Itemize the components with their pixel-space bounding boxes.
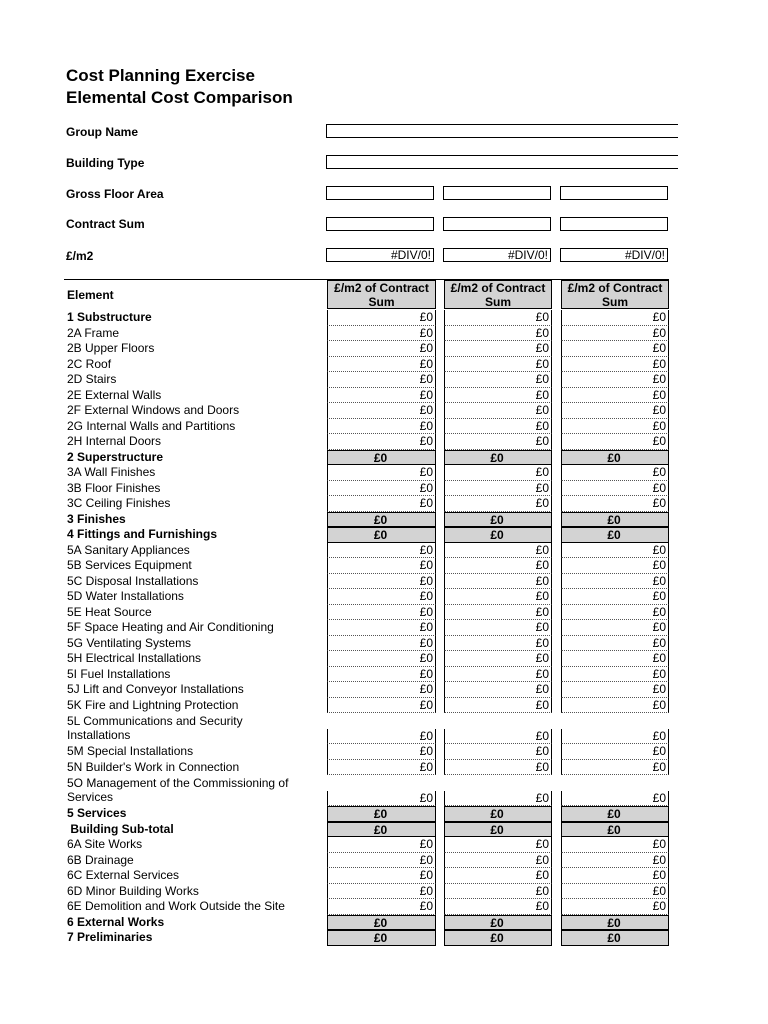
value-cell[interactable]: £0 (444, 465, 552, 481)
value-cell[interactable]: £0 (444, 791, 552, 807)
table-row (65, 682, 669, 698)
value-cell[interactable]: £0 (444, 837, 552, 853)
table-row (65, 434, 669, 450)
title-line-1: Cost Planning Exercise (66, 66, 255, 85)
element-label: 5E Heat Source (67, 604, 152, 619)
subtotal-cell: £0 (327, 527, 436, 543)
value-cell[interactable]: £0 (444, 651, 552, 667)
value-cell[interactable]: £0 (561, 558, 669, 574)
element-label: 5K Fire and Lightning Protection (67, 697, 239, 712)
value-cell[interactable]: £0 (444, 403, 552, 419)
value-cell[interactable]: £0 (561, 620, 669, 636)
table-row (65, 853, 669, 869)
value-cell[interactable]: £0 (444, 636, 552, 652)
table-row (65, 341, 669, 357)
value-cell[interactable]: £0 (561, 791, 669, 807)
subtotal-cell: £0 (444, 450, 552, 466)
per-m2-value-3: #DIV/0! (560, 248, 668, 262)
column-header-2: £/m2 of Contract Sum (444, 280, 552, 309)
element-label: 6 External Works (67, 914, 165, 929)
element-label: 3C Ceiling Finishes (67, 496, 171, 510)
element-label: 6E Demolition and Work Outside the Site (67, 899, 285, 913)
value-cell[interactable]: £0 (327, 884, 436, 900)
table-row (65, 822, 669, 838)
table-row (65, 620, 669, 636)
element-label: 5F Space Heating and Air Conditioning (67, 620, 274, 634)
value-cell[interactable]: £0 (561, 543, 669, 559)
table-row (65, 868, 669, 884)
table-row (65, 403, 669, 419)
table-row (65, 837, 669, 853)
value-cell[interactable]: £0 (327, 310, 436, 326)
per-m2-value-1: #DIV/0! (326, 248, 434, 262)
table-row (65, 388, 669, 404)
element-header: Element (67, 288, 114, 302)
table-row (65, 930, 669, 946)
subtotal-cell: £0 (561, 915, 669, 931)
value-cell[interactable]: £0 (327, 853, 436, 869)
element-label: 2E External Walls (67, 387, 162, 402)
value-cell[interactable]: £0 (327, 574, 436, 590)
subtotal-cell: £0 (327, 450, 436, 466)
value-cell[interactable]: £0 (444, 481, 552, 497)
value-cell[interactable]: £0 (327, 341, 436, 357)
column-header-1: £/m2 of Contract Sum (327, 280, 436, 309)
value-cell[interactable]: £0 (444, 310, 552, 326)
element-label-line-1: 5L Communications and Security (67, 714, 243, 728)
subtotal-cell: £0 (444, 930, 552, 946)
value-cell[interactable]: £0 (444, 868, 552, 884)
column-header-3: £/m2 of Contract Sum (561, 280, 669, 309)
value-cell[interactable]: £0 (444, 884, 552, 900)
value-cell[interactable]: £0 (444, 667, 552, 683)
element-label-line-2: Services (67, 790, 114, 804)
element-label: 2G Internal Walls and Partitions (67, 418, 236, 433)
value-cell[interactable]: £0 (327, 682, 436, 698)
value-cell[interactable]: £0 (561, 434, 669, 450)
element-label: 5B Services Equipment (67, 558, 192, 572)
value-cell[interactable]: £0 (327, 326, 436, 342)
value-cell[interactable]: £0 (444, 341, 552, 357)
value-cell[interactable]: £0 (561, 496, 669, 512)
value-cell[interactable]: £0 (327, 589, 436, 605)
value-cell[interactable]: £0 (444, 357, 552, 373)
table-row (65, 543, 669, 559)
table-row (65, 636, 669, 652)
group-name-input[interactable] (326, 124, 678, 138)
building-type-input[interactable] (326, 155, 678, 169)
table-row (65, 884, 669, 900)
element-label: 2B Upper Floors (67, 341, 155, 355)
value-cell[interactable]: £0 (327, 496, 436, 512)
element-label: 2H Internal Doors (67, 434, 162, 448)
value-cell[interactable]: £0 (444, 853, 552, 869)
value-cell[interactable]: £0 (561, 388, 669, 404)
value-cell[interactable]: £0 (561, 744, 669, 760)
cost-table (64, 279, 669, 945)
value-cell[interactable]: £0 (561, 760, 669, 776)
element-label: 5D Water Installations (67, 589, 184, 603)
value-cell[interactable]: £0 (444, 574, 552, 590)
element-label: Building Sub-total (67, 821, 174, 836)
subtotal-cell: £0 (444, 512, 552, 528)
value-cell[interactable]: £0 (561, 837, 669, 853)
subtotal-cell: £0 (444, 822, 552, 838)
value-cell[interactable]: £0 (327, 605, 436, 621)
value-cell[interactable]: £0 (327, 899, 436, 915)
contract-sum-input-1[interactable] (326, 217, 434, 231)
gfa-input-1[interactable] (326, 186, 434, 200)
value-cell[interactable]: £0 (444, 558, 552, 574)
table-row (65, 775, 669, 806)
subtotal-cell: £0 (561, 527, 669, 543)
table-row (65, 760, 669, 776)
value-cell[interactable]: £0 (327, 651, 436, 667)
value-cell[interactable]: £0 (327, 465, 436, 481)
value-cell[interactable]: £0 (327, 698, 436, 714)
table-row (65, 527, 669, 543)
value-cell[interactable]: £0 (327, 837, 436, 853)
element-label: 3 Finishes (67, 511, 126, 526)
value-cell[interactable]: £0 (561, 698, 669, 714)
element-label: 2D Stairs (67, 372, 117, 386)
subtotal-cell: £0 (444, 527, 552, 543)
table-row (65, 899, 669, 915)
element-label: 2F External Windows and Doors (67, 403, 240, 417)
subtotal-cell: £0 (561, 930, 669, 946)
element-label: 7 Preliminaries (67, 930, 153, 944)
value-cell[interactable]: £0 (444, 419, 552, 435)
table-row (65, 512, 669, 528)
element-label: 1 Substructure (67, 310, 152, 324)
value-cell[interactable]: £0 (327, 388, 436, 404)
subtotal-cell: £0 (327, 822, 436, 838)
element-label: 6A Site Works (67, 837, 143, 851)
table-row (65, 651, 669, 667)
value-cell[interactable]: £0 (327, 744, 436, 760)
subtotal-cell: £0 (561, 822, 669, 838)
value-cell[interactable]: £0 (444, 682, 552, 698)
value-cell[interactable]: £0 (444, 698, 552, 714)
value-cell[interactable]: £0 (444, 326, 552, 342)
table-row (65, 915, 669, 931)
element-label: 5G Ventilating Systems (67, 635, 192, 650)
element-label: 3B Floor Finishes (67, 480, 161, 495)
value-cell[interactable]: £0 (327, 760, 436, 776)
element-label: 2A Frame (67, 325, 120, 340)
subtotal-cell: £0 (327, 930, 436, 946)
element-label: 2C Roof (67, 356, 112, 371)
element-label: 2 Superstructure (67, 449, 164, 464)
value-cell[interactable]: £0 (327, 620, 436, 636)
contract-sum-input-3[interactable] (560, 217, 668, 231)
value-cell[interactable]: £0 (327, 419, 436, 435)
element-label: 5N Builder's Work in Connection (67, 759, 240, 774)
table-row (65, 326, 669, 342)
value-cell[interactable]: £0 (327, 403, 436, 419)
value-cell[interactable]: £0 (327, 543, 436, 559)
value-cell[interactable]: £0 (327, 558, 436, 574)
value-cell[interactable]: £0 (561, 403, 669, 419)
table-row (65, 310, 669, 326)
subtotal-cell: £0 (327, 915, 436, 931)
value-cell[interactable]: £0 (561, 884, 669, 900)
table-row (65, 481, 669, 497)
table-row (65, 357, 669, 373)
value-cell[interactable]: £0 (327, 481, 436, 497)
value-cell[interactable]: £0 (561, 899, 669, 915)
element-label: 6C External Services (67, 868, 180, 882)
element-label: 5 Services (67, 806, 127, 820)
value-cell[interactable]: £0 (327, 667, 436, 683)
subtotal-cell: £0 (444, 806, 552, 822)
element-label: 5H Electrical Installations (67, 651, 202, 665)
element-label: 6B Drainage (67, 852, 134, 867)
value-cell[interactable]: £0 (561, 636, 669, 652)
value-cell[interactable]: £0 (561, 341, 669, 357)
element-label: 4 Fittings and Furnishings (67, 527, 217, 541)
value-cell[interactable]: £0 (561, 419, 669, 435)
subtotal-cell: £0 (444, 915, 552, 931)
gross-floor-area-label: Gross Floor Area (66, 187, 164, 201)
element-label: 5A Sanitary Appliances (67, 542, 190, 557)
title-line-2: Elemental Cost Comparison (66, 88, 293, 107)
value-cell[interactable]: £0 (561, 574, 669, 590)
value-cell[interactable]: £0 (561, 357, 669, 373)
table-row (65, 806, 669, 822)
value-cell[interactable]: £0 (444, 605, 552, 621)
value-cell[interactable]: £0 (444, 434, 552, 450)
table-row (65, 419, 669, 435)
value-cell[interactable]: £0 (327, 729, 436, 745)
value-cell[interactable]: £0 (561, 605, 669, 621)
value-cell[interactable]: £0 (444, 729, 552, 745)
table-row (65, 667, 669, 683)
value-cell[interactable]: £0 (444, 589, 552, 605)
subtotal-cell: £0 (561, 806, 669, 822)
group-name-label: Group Name (66, 125, 139, 139)
value-cell[interactable]: £0 (561, 589, 669, 605)
table-row (65, 589, 669, 605)
value-cell[interactable]: £0 (327, 434, 436, 450)
element-label: 5C Disposal Installations (67, 573, 199, 588)
contract-sum-label: Contract Sum (66, 217, 145, 231)
value-cell[interactable]: £0 (561, 651, 669, 667)
table-row (65, 574, 669, 590)
value-cell[interactable]: £0 (327, 791, 436, 807)
value-cell[interactable]: £0 (444, 620, 552, 636)
value-cell[interactable]: £0 (561, 372, 669, 388)
table-row (65, 744, 669, 760)
element-label-line-2: Installations (67, 728, 131, 742)
value-cell[interactable]: £0 (561, 853, 669, 869)
value-cell[interactable]: £0 (327, 372, 436, 388)
value-cell[interactable]: £0 (444, 760, 552, 776)
value-cell[interactable]: £0 (444, 388, 552, 404)
element-label: 3A Wall Finishes (67, 465, 156, 479)
table-row (65, 496, 669, 512)
table-row (65, 605, 669, 621)
contract-sum-input-2[interactable] (443, 217, 551, 231)
element-label: 5M Special Installations (67, 744, 194, 758)
table-row (65, 558, 669, 574)
subtotal-cell: £0 (327, 806, 436, 822)
table-row (65, 450, 669, 466)
subtotal-cell: £0 (561, 512, 669, 528)
value-cell[interactable]: £0 (444, 543, 552, 559)
value-cell[interactable]: £0 (444, 899, 552, 915)
value-cell[interactable]: £0 (444, 744, 552, 760)
value-cell[interactable]: £0 (444, 372, 552, 388)
element-label: 5I Fuel Installations (67, 666, 171, 681)
value-cell[interactable]: £0 (327, 868, 436, 884)
per-m2-value-2: #DIV/0! (443, 248, 551, 262)
value-cell[interactable]: £0 (561, 682, 669, 698)
building-type-label: Building Type (66, 156, 145, 170)
subtotal-cell: £0 (327, 512, 436, 528)
value-cell[interactable]: £0 (327, 636, 436, 652)
element-label-line-1: 5O Management of the Commissioning of (67, 776, 289, 790)
value-cell[interactable]: £0 (561, 481, 669, 497)
table-row (65, 372, 669, 388)
value-cell[interactable]: £0 (561, 326, 669, 342)
value-cell[interactable]: £0 (561, 310, 669, 326)
value-cell[interactable]: £0 (561, 868, 669, 884)
subtotal-cell: £0 (561, 450, 669, 466)
value-cell[interactable]: £0 (444, 496, 552, 512)
per-m2-label: £/m2 (66, 249, 94, 263)
table-row (65, 698, 669, 714)
value-cell[interactable]: £0 (561, 729, 669, 745)
value-cell[interactable]: £0 (561, 667, 669, 683)
value-cell[interactable]: £0 (327, 357, 436, 373)
element-label: 6D Minor Building Works (67, 883, 199, 898)
value-cell[interactable]: £0 (561, 465, 669, 481)
gfa-input-2[interactable] (443, 186, 551, 200)
table-row (65, 713, 669, 744)
element-label: 5J Lift and Conveyor Installations (67, 682, 244, 696)
gfa-input-3[interactable] (560, 186, 668, 200)
table-row (65, 465, 669, 481)
